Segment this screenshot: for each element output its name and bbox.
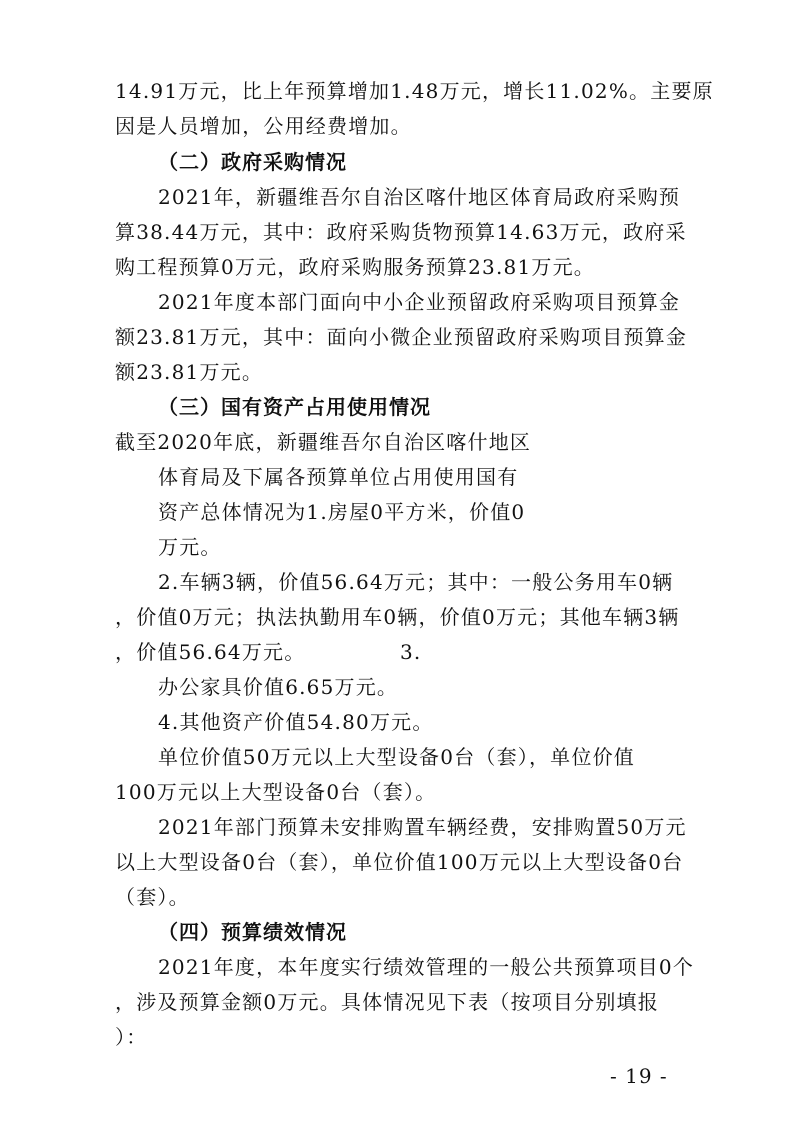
text-line: 以上大型设备0台（套），单位价值100万元以上大型设备0台 xyxy=(115,850,684,874)
text-line: 额23.81万元，其中：面向小微企业预留政府采购项目预算金 xyxy=(115,325,688,349)
text-line: ，价值0万元；执法执勤用车0辆，价值0万元；其他车辆3辆 xyxy=(115,605,680,629)
text-line: 算38.44万元，其中：政府采购货物预算14.63万元，政府采 xyxy=(115,220,687,244)
text-line: 2021年度本部门面向中小企业预留政府采购项目预算金 xyxy=(158,290,681,314)
text-line: 单位价值50万元以上大型设备0台（套），单位价值 xyxy=(158,745,635,769)
text-line: 额23.81万元。 xyxy=(115,360,264,384)
text-line: 因是人员增加，公用经费增加。 xyxy=(115,114,412,138)
section-heading: （四）预算绩效情况 xyxy=(158,920,347,944)
text-line: 100万元以上大型设备0台（套）。 xyxy=(115,780,437,804)
text-line: ，价值56.64万元。 xyxy=(115,640,306,664)
text-line: 14.91万元，比上年预算增加1.48万元，增长11.02%。主要原 xyxy=(115,79,714,103)
text-line: 万元。 xyxy=(158,535,222,559)
text-line: 3. xyxy=(400,640,422,664)
text-line: 资产总体情况为1.房屋0平方米，价值0 xyxy=(158,500,526,524)
text-line: 2.车辆3辆，价值56.64万元；其中：一般公务用车0辆 xyxy=(158,570,674,594)
text-line: 2021年度，本年度实行绩效管理的一般公共预算项目0个 xyxy=(158,955,695,979)
text-line: 截至2020年底，新疆维吾尔自治区喀什地区 xyxy=(115,430,532,454)
text-line: ，涉及预算金额0万元。具体情况见下表（按项目分别填报 xyxy=(115,990,659,1014)
text-line: 2021年部门预算未安排购置车辆经费，安排购置50万元 xyxy=(158,815,687,839)
text-line: 购工程预算0万元，政府采购服务预算23.81万元。 xyxy=(115,255,595,279)
text-line: 2021年，新疆维吾尔自治区喀什地区体育局政府采购预 xyxy=(158,185,681,209)
section-heading: （三）国有资产占用使用情况 xyxy=(158,395,431,419)
section-heading: （二）政府采购情况 xyxy=(158,150,347,174)
page-number: - 19 - xyxy=(610,1064,668,1088)
text-line: 体育局及下属各预算单位占用使用国有 xyxy=(158,465,519,489)
text-line: （套）。 xyxy=(115,885,190,909)
text-line: 办公家具价值6.65万元。 xyxy=(158,675,399,699)
text-line: 4.其他资产价值54.80万元。 xyxy=(158,710,434,734)
text-line: ）： xyxy=(115,1025,148,1049)
